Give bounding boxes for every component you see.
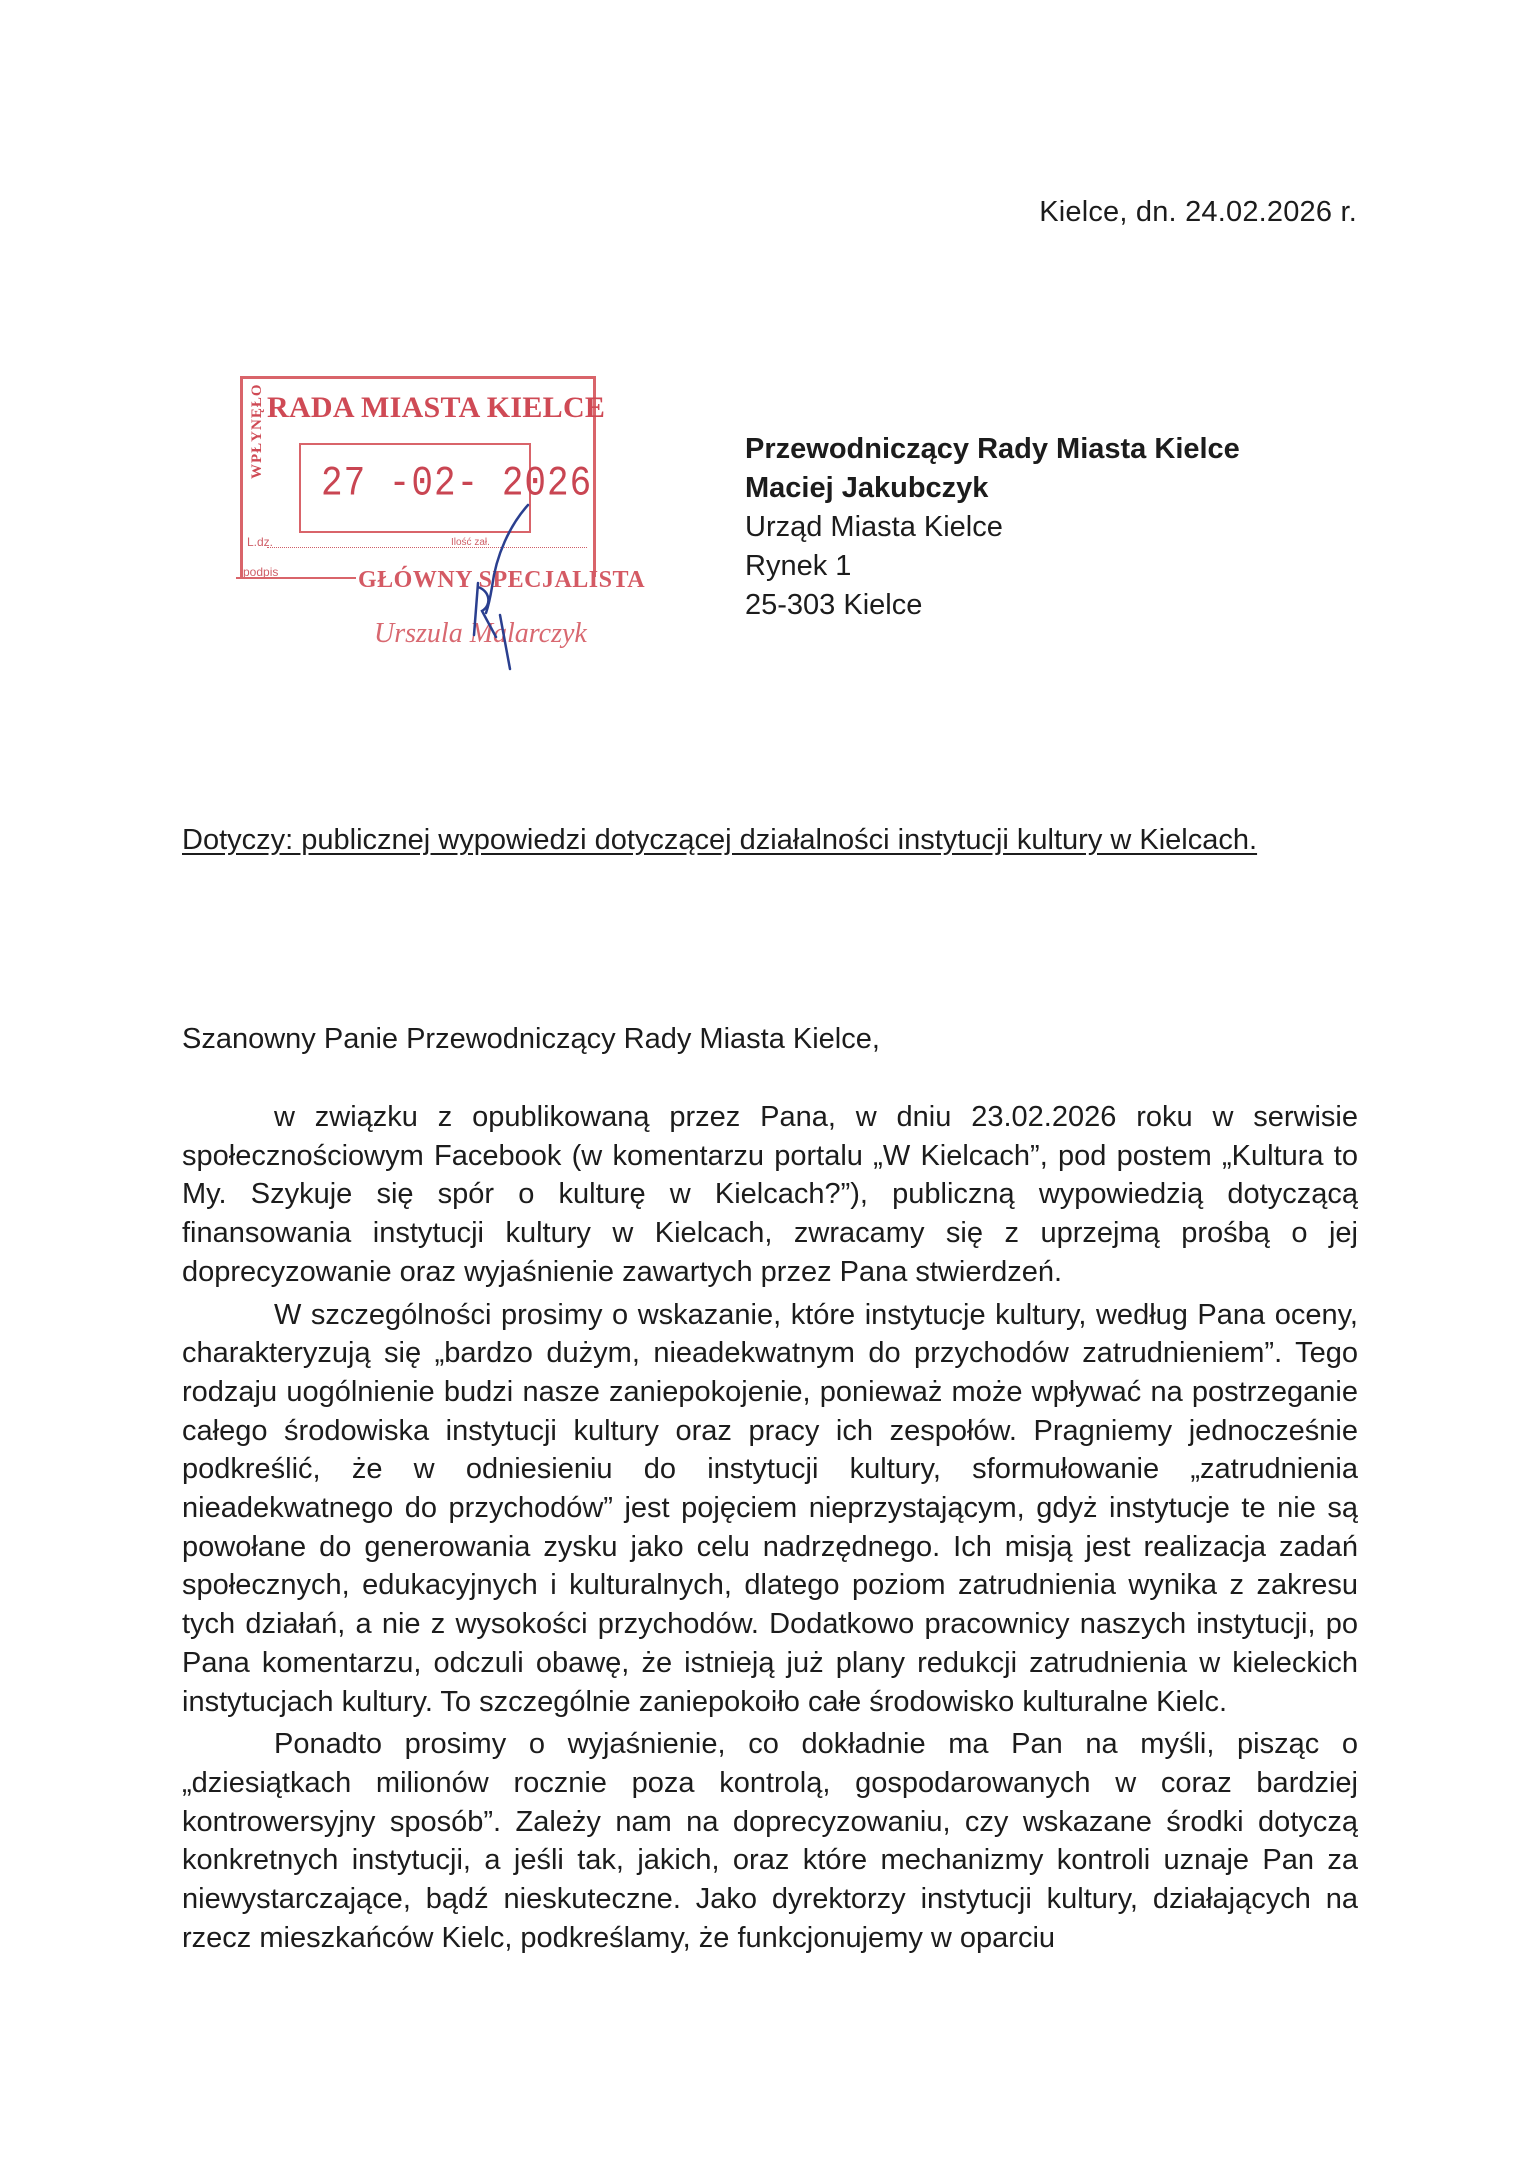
- recipient-street: Rynek 1: [745, 550, 852, 582]
- subject-line: Dotyczy: publicznej wypowiedzi dotyczącej działalności instytucji kultury w Kielcach.: [182, 824, 1258, 856]
- handwritten-signature: [430, 495, 550, 675]
- recipient-block: [745, 430, 1240, 625]
- stamp-role: GŁÓWNY SPECJALISTA: [358, 567, 646, 593]
- letter-body: [182, 1098, 1358, 1957]
- recipient-office: Urząd Miasta Kielce: [745, 511, 1003, 543]
- stamp-title: RADA MIASTA KIELCE: [267, 391, 606, 424]
- salutation: Szanowny Panie Przewodniczący Rady Miasta Kielce,: [182, 1023, 880, 1055]
- paragraph: w związku z opublikowaną przez Pana, w dniu 23.02.2026 roku w serwisie społecznościowym Facebook (w komentarzu portalu „W Kielcach”, pod postem „Kultura to My. Szykuje się spór o kulturę w Kielcach?”), publiczną wypowiedzią dotyczącą finansowania instytucji kultury w Kielcach, zwracamy się z uprzejmą prośbą o jej doprecyzowanie oraz wyjaśnienie zawartych przez Pana stwierdzeń.: [182, 1101, 1358, 1288]
- stamp-received-label: WPŁYNĘŁO: [249, 383, 265, 479]
- stamp-signature-label: podpis: [243, 565, 279, 579]
- paragraph: Ponadto prosimy o wyjaśnienie, co dokładnie ma Pan na myśli, pisząc o „dziesiątkach milionów rocznie poza kontrolą, gospodarowanych w coraz bardziej kontrowersyjny sposób”. Zależy nam na doprecyzowaniu, czy wskazane środki dotyczą konkretnych instytucji, a jeśli tak, jakich, oraz które mechanizmy kontroli uznaje Pan za niewystarczające, bądź nieskuteczne. Jako dyrektorzy instytucji kultury, działających na rzecz mieszkańców Kielc, podkreślamy, że funkcjonujemy w oparciu: [182, 1728, 1358, 1954]
- stamp-attachments-label: Ilość zał.: [451, 537, 490, 548]
- paragraph: W szczególności prosimy o wskazanie, które instytucje kultury, według Pana oceny, charakteryzują się „bardzo dużym, nieadekwatnym do przychodów zatrudnieniem”. Tego rodzaju uogólnienie budzi nasze zaniepokojenie, ponieważ może wpływać na postrzeganie całego środowiska instytucji kultury oraz pracy ich zespołów. Pragniemy jednocześnie podkreślić, że w odniesieniu do instytucji kultury, sformułowanie „zatrudnienia nieadekwatnego do przychodów” jest pojęciem nieprzystającym, gdyż instytucje te nie są powołane do generowania zysku jako celu nadrzędnego. Ich misją jest realizacja zadań społecznych, edukacyjnych i kulturalnych, dlatego poziom zatrudnienia wynika z zakresu tych działań, a nie z wysokości przychodów. Dodatkowo pracownicy naszych instytucji, po Pana komentarzu, odczuli obawę, że istnieją już plany redukcji zatrudnienia w kieleckich instytucjach kultury. To szczególnie zaniepokoiło całe środowisko kulturalne Kielc.: [182, 1298, 1358, 1718]
- stamp-date: 27 -02- 2026: [321, 459, 593, 508]
- recipient-title: Przewodniczący Rady Miasta Kielce: [745, 433, 1240, 465]
- recipient-name: Maciej Jakubczyk: [745, 472, 989, 504]
- stamp-ldz-label: L.dz.: [247, 535, 274, 549]
- recipient-city: 25-303 Kielce: [745, 589, 923, 621]
- place-date: Kielce, dn. 24.02.2026 r.: [1039, 196, 1357, 228]
- stamp-name: Urszula Malarczyk: [374, 618, 587, 649]
- stamp-bottom-line: [236, 577, 356, 579]
